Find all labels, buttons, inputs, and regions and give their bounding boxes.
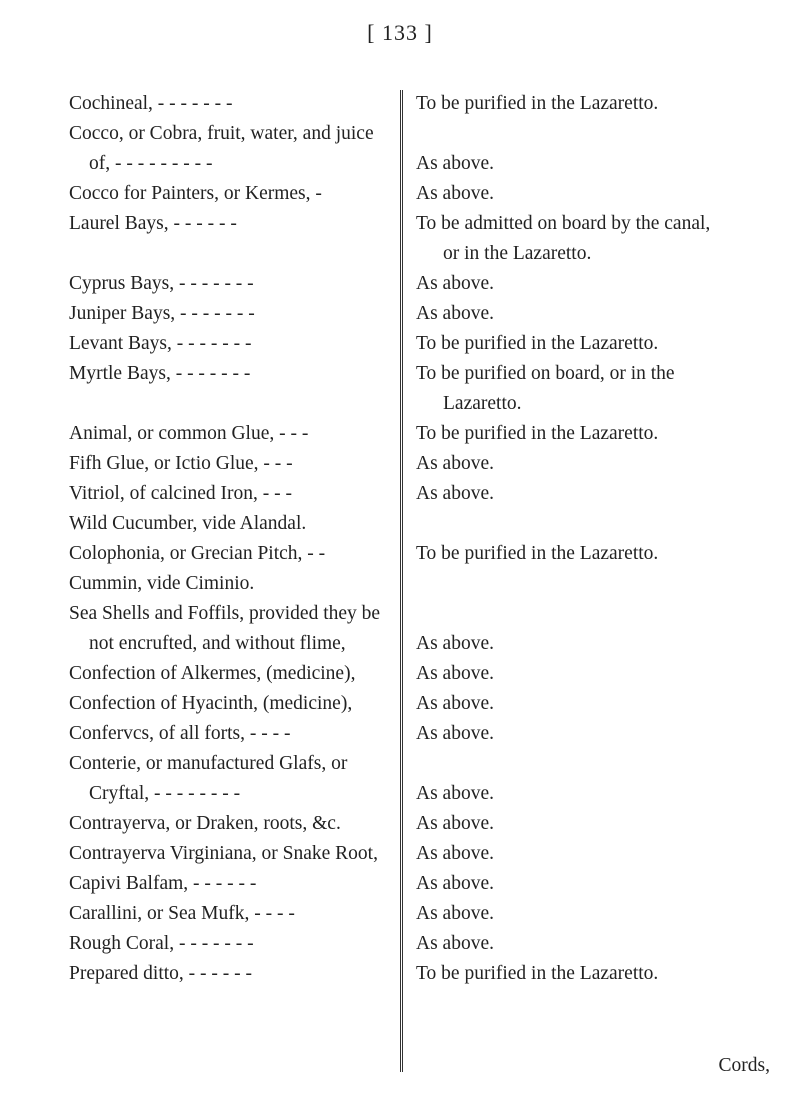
direction-laurel-bays: To be admitted on board by the canal, — [416, 213, 711, 234]
direction-fish-glue: As above. — [416, 453, 494, 474]
entry-cyprus-bays: Cyprus Bays, - - - - - - - — [69, 273, 254, 294]
entry-cocco-cobra: Cocco, or Cobra, fruit, water, and juice — [69, 123, 374, 144]
entry-confection-alkermes: Confection of Alkermes, (medicine), — [69, 663, 356, 684]
direction-cocco-cobra: As above. — [416, 153, 494, 174]
direction-confection-alkermes: As above. — [416, 663, 494, 684]
entry-cocco-cobra-cont: of, - - - - - - - - - — [89, 153, 213, 174]
entry-sea-shells-cont: not encrufted, and without flime, — [89, 633, 346, 654]
catchword: Cords, — [718, 1055, 770, 1076]
direction-rough-coral: As above. — [416, 933, 494, 954]
direction-conserves: As above. — [416, 723, 494, 744]
direction-myrtle-bays-cont: Lazaretto. — [443, 393, 522, 414]
direction-juniper-bays: As above. — [416, 303, 494, 324]
direction-confection-hyacinth: As above. — [416, 693, 494, 714]
direction-laurel-bays-cont: or in the Lazaretto. — [443, 243, 592, 264]
entry-laurel-bays: Laurel Bays, - - - - - - — [69, 213, 237, 234]
entry-conterie: Conterie, or manufactured Glafs, or — [69, 753, 348, 774]
entry-wild-cucumber: Wild Cucumber, vide Alandal. — [69, 513, 307, 534]
entry-rough-coral: Rough Coral, - - - - - - - — [69, 933, 254, 954]
entry-capivi-balsam: Capivi Balfam, - - - - - - — [69, 873, 257, 894]
entry-carallini: Carallini, or Sea Mufk, - - - - — [69, 903, 295, 924]
direction-cyprus-bays: As above. — [416, 273, 494, 294]
direction-capivi-balsam: As above. — [416, 873, 494, 894]
entry-prepared-ditto: Prepared ditto, - - - - - - — [69, 963, 253, 984]
direction-levant-bays: To be purified in the Lazaretto. — [416, 333, 659, 354]
entry-conterie-cont: Cryftal, - - - - - - - - — [89, 783, 241, 804]
column-divider — [400, 90, 403, 1072]
entry-animal-glue: Animal, or common Glue, - - - — [69, 423, 309, 444]
entry-myrtle-bays: Myrtle Bays, - - - - - - - — [69, 363, 251, 384]
entry-confection-hyacinth: Confection of Hyacinth, (medicine), — [69, 693, 353, 714]
direction-contrayerva: As above. — [416, 813, 494, 834]
direction-cochineal: To be purified in the Lazaretto. — [416, 93, 659, 114]
direction-myrtle-bays: To be purified on board, or in the — [416, 363, 675, 384]
direction-vitriol: As above. — [416, 483, 494, 504]
entry-fish-glue: Fifh Glue, or Ictio Glue, - - - — [69, 453, 293, 474]
entry-conserves: Confervcs, of all forts, - - - - — [69, 723, 291, 744]
direction-cocco-painters: As above. — [416, 183, 494, 204]
entry-contrayerva: Contrayerva, or Draken, roots, &c. — [69, 813, 341, 834]
direction-sea-shells: As above. — [416, 633, 494, 654]
entry-cocco-painters: Cocco for Painters, or Kermes, - — [69, 183, 322, 204]
direction-animal-glue: To be purified in the Lazaretto. — [416, 423, 659, 444]
entry-colophonia: Colophonia, or Grecian Pitch, - - — [69, 543, 326, 564]
entry-juniper-bays: Juniper Bays, - - - - - - - — [69, 303, 255, 324]
direction-conterie: As above. — [416, 783, 494, 804]
entry-levant-bays: Levant Bays, - - - - - - - — [69, 333, 252, 354]
direction-contrayerva-virginiana: As above. — [416, 843, 494, 864]
direction-carallini: As above. — [416, 903, 494, 924]
page-number: [ 133 ] — [367, 20, 433, 45]
entry-cochineal: Cochineal, - - - - - - - — [69, 93, 233, 114]
entry-cummin: Cummin, vide Ciminio. — [69, 573, 255, 594]
entry-contrayerva-virginiana: Contrayerva Virginiana, or Snake Root, — [69, 843, 378, 864]
entry-vitriol: Vitriol, of calcined Iron, - - - — [69, 483, 292, 504]
entry-sea-shells: Sea Shells and Foffils, provided they be — [69, 603, 381, 624]
direction-colophonia: To be purified in the Lazaretto. — [416, 543, 659, 564]
direction-prepared-ditto: To be purified in the Lazaretto. — [416, 963, 659, 984]
